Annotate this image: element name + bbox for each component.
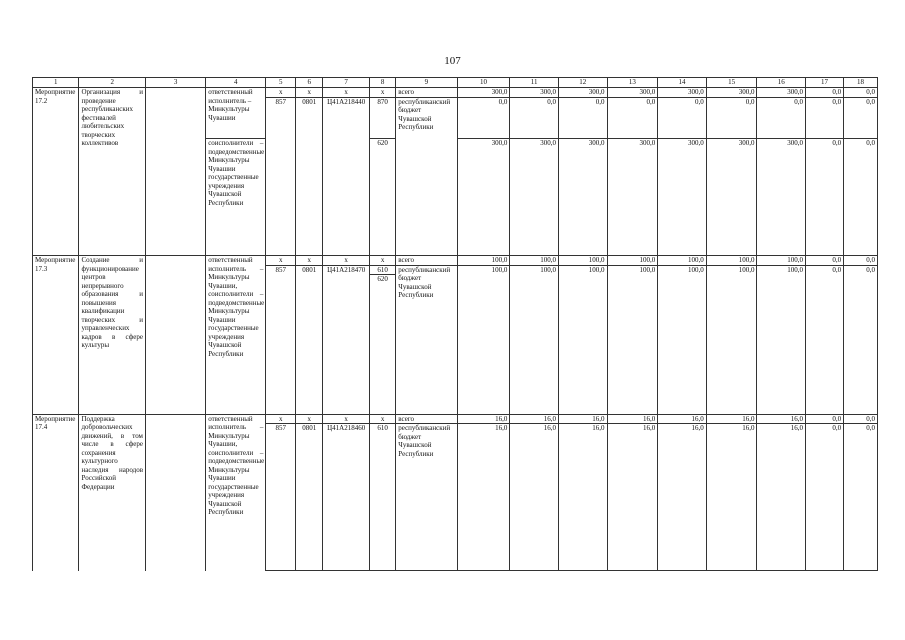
- code-rzpr: 0801: [295, 97, 322, 256]
- code-csr: Ц41А218440: [323, 97, 369, 256]
- value-cell: 100,0: [607, 256, 658, 266]
- value-cell: 100,0: [558, 265, 607, 414]
- funding-source: республиканский бюджет Чувашской Республики: [396, 265, 457, 414]
- program-measures-table: [32, 77, 878, 571]
- value-cell: 0,0: [558, 97, 607, 139]
- value-cell: 0,0: [806, 265, 844, 414]
- value-cell: 0,0: [706, 97, 757, 139]
- responsible-executor: ответственный исполнитель – Минкультуры Чувашии: [206, 88, 266, 139]
- value-cell: 0,0: [806, 88, 844, 98]
- value-cell: 300,0: [558, 88, 607, 98]
- measure-name: Мероприятие 17.3: [33, 256, 79, 415]
- value-cell: 300,0: [558, 139, 607, 256]
- code-rzpr: x: [295, 88, 322, 98]
- code-grbs: x: [266, 414, 296, 424]
- col-header: 8: [369, 78, 395, 88]
- value-cell: 100,0: [510, 265, 559, 414]
- value-cell: 16,0: [607, 414, 658, 424]
- code-csr: Ц41А218470: [323, 265, 369, 414]
- value-cell: 300,0: [658, 139, 707, 256]
- value-cell: 100,0: [658, 256, 707, 266]
- page-number: 107: [444, 55, 461, 67]
- col-header: 14: [658, 78, 707, 88]
- funding-source: республиканский бюджет Чувашской Республики: [396, 97, 457, 256]
- value-cell: 0,0: [757, 97, 806, 139]
- measure-name: Мероприятие 17.2: [33, 88, 79, 256]
- value-cell: 300,0: [607, 139, 658, 256]
- value-cell: 300,0: [757, 88, 806, 98]
- value-cell: 100,0: [510, 256, 559, 266]
- value-cell: 0,0: [844, 88, 878, 98]
- value-cell: 0,0: [607, 97, 658, 139]
- value-cell: 16,0: [757, 414, 806, 424]
- col-header: 4: [206, 78, 266, 88]
- col-header: 15: [706, 78, 757, 88]
- value-cell: 0,0: [806, 139, 844, 256]
- code-vr-second: 620: [377, 275, 388, 283]
- measure-column-3: [146, 88, 206, 256]
- value-cell: 300,0: [658, 88, 707, 98]
- col-header: 3: [146, 78, 206, 88]
- measure-description: Создание и функционирование центров непрерывного образования и повышения квалификации творческих и управленческих кадров в сфере культуры: [79, 256, 146, 415]
- value-cell: 300,0: [607, 88, 658, 98]
- value-cell: 16,0: [658, 414, 707, 424]
- code-csr: x: [323, 414, 369, 424]
- value-cell: 300,0: [457, 88, 510, 98]
- value-cell: 16,0: [457, 424, 510, 571]
- value-cell: 0,0: [806, 414, 844, 424]
- value-cell: 100,0: [757, 265, 806, 414]
- value-cell: 16,0: [607, 424, 658, 571]
- code-rzpr: 0801: [295, 424, 322, 571]
- value-cell: 100,0: [658, 265, 707, 414]
- code-vr: 870: [369, 97, 395, 139]
- value-cell: 16,0: [558, 414, 607, 424]
- value-cell: 0,0: [806, 424, 844, 571]
- measure-17-2-total-row: [33, 88, 878, 98]
- value-cell: 0,0: [806, 256, 844, 266]
- value-cell: 100,0: [607, 265, 658, 414]
- code-grbs: 857: [266, 265, 296, 414]
- value-cell: 16,0: [558, 424, 607, 571]
- col-header: 10: [457, 78, 510, 88]
- value-cell: 0,0: [844, 97, 878, 139]
- value-cell: 16,0: [706, 424, 757, 571]
- responsible-executor: ответственный исполнитель – Минкультуры Чувашии, соисполнители – подведомственные Минкультуры Чувашии государственные учреждения Чувашской Республики: [206, 256, 266, 415]
- value-cell: 0,0: [510, 97, 559, 139]
- col-header: 6: [295, 78, 322, 88]
- code-grbs: 857: [266, 97, 296, 256]
- value-cell: 300,0: [457, 139, 510, 256]
- code-rzpr: x: [295, 256, 322, 266]
- column-number-row: [33, 78, 878, 88]
- col-header: 12: [558, 78, 607, 88]
- value-cell: 300,0: [510, 139, 559, 256]
- funding-source: республиканский бюджет Чувашской Республики: [396, 424, 457, 571]
- code-vr: 610: [370, 266, 395, 276]
- code-csr: x: [323, 88, 369, 98]
- value-cell: 300,0: [706, 139, 757, 256]
- code-vr: x: [369, 414, 395, 424]
- funding-source: всего: [396, 414, 457, 424]
- value-cell: 100,0: [706, 265, 757, 414]
- value-cell: 0,0: [844, 139, 878, 256]
- value-cell: 16,0: [757, 424, 806, 571]
- value-cell: 16,0: [706, 414, 757, 424]
- value-cell: 300,0: [757, 139, 806, 256]
- value-cell: 0,0: [844, 256, 878, 266]
- code-csr: Ц41А218460: [323, 424, 369, 571]
- value-cell: 100,0: [457, 265, 510, 414]
- code-rzpr: x: [295, 414, 322, 424]
- responsible-executor: ответственный исполнитель – Минкультуры Чувашии, соисполнители – подведомственные Минкультуры Чувашии государственные учреждения Чувашской Республики: [206, 414, 266, 571]
- measure-17-3-total-row: [33, 256, 878, 266]
- value-cell: 100,0: [757, 256, 806, 266]
- value-cell: 16,0: [457, 414, 510, 424]
- measure-column-3: [146, 414, 206, 571]
- col-header: 2: [79, 78, 146, 88]
- value-cell: 16,0: [510, 414, 559, 424]
- value-cell: 0,0: [806, 97, 844, 139]
- value-cell: 100,0: [558, 256, 607, 266]
- value-cell: 100,0: [706, 256, 757, 266]
- code-vr: x: [369, 88, 395, 98]
- measure-description: Поддержка добровольческих движений, в том числе в сфере сохранения культурного наследия народов Российской Федерации: [79, 414, 146, 571]
- col-header: 17: [806, 78, 844, 88]
- value-cell: 300,0: [510, 88, 559, 98]
- measure-column-3: [146, 256, 206, 415]
- code-grbs: x: [266, 88, 296, 98]
- col-header: 7: [323, 78, 369, 88]
- value-cell: 0,0: [658, 97, 707, 139]
- col-header: 11: [510, 78, 559, 88]
- code-grbs: x: [266, 256, 296, 266]
- value-cell: 300,0: [706, 88, 757, 98]
- col-header: 5: [266, 78, 296, 88]
- value-cell: 16,0: [658, 424, 707, 571]
- code-csr: x: [323, 256, 369, 266]
- col-header: 16: [757, 78, 806, 88]
- code-grbs: 857: [266, 424, 296, 571]
- measure-description: Организация и проведение республиканских фестивалей любительских творческих коллективов: [79, 88, 146, 256]
- code-vr: 610: [369, 424, 395, 571]
- col-header: 13: [607, 78, 658, 88]
- col-header: 1: [33, 78, 79, 88]
- measure-17-4-total-row: [33, 414, 878, 424]
- funding-source: всего: [396, 88, 457, 98]
- col-header: 9: [396, 78, 457, 88]
- value-cell: 100,0: [457, 256, 510, 266]
- value-cell: 16,0: [510, 424, 559, 571]
- value-cell: 0,0: [844, 265, 878, 414]
- value-cell: 0,0: [457, 97, 510, 139]
- coexecutors: соисполнители – подведомственные Минкультуры Чувашии государственные учреждения Чувашской Республики: [206, 139, 266, 256]
- code-vr-cell: [369, 265, 395, 414]
- value-cell: 0,0: [844, 414, 878, 424]
- code-rzpr: 0801: [295, 265, 322, 414]
- col-header: 18: [844, 78, 878, 88]
- funding-source: всего: [396, 256, 457, 266]
- code-vr: 620: [369, 139, 395, 256]
- value-cell: 0,0: [844, 424, 878, 571]
- measure-name: Мероприятие 17.4: [33, 414, 79, 571]
- code-vr: x: [369, 256, 395, 266]
